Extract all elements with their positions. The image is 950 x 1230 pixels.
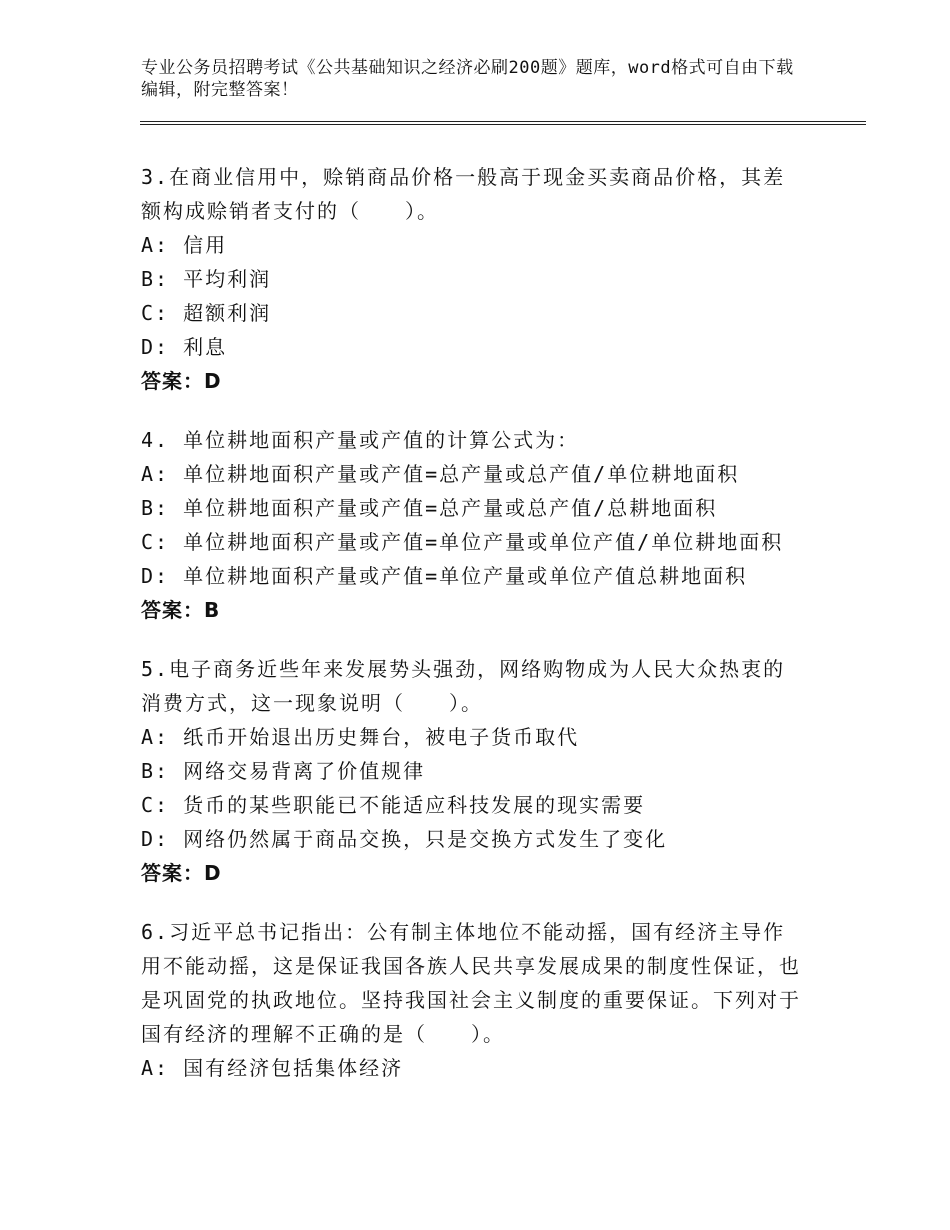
option-b: B: 网络交易背离了价值规律 bbox=[141, 759, 426, 783]
question-3 bbox=[141, 160, 806, 398]
question-5 bbox=[141, 652, 806, 890]
option-a: A: 单位耕地面积产量或产值=总产量或总产值/单位耕地面积 bbox=[141, 462, 740, 486]
option-d: D: 利息 bbox=[141, 335, 228, 359]
header-divider-top bbox=[140, 121, 866, 122]
question-stem: 6.习近平总书记指出：公有制主体地位不能动摇，国有经济主导作用不能动摇，这是保证我国各族人民共享发展成果的制度性保证，也是巩固党的执政地位。坚持我国社会主义制度的重要保证。下列对于国有经济的理解不正确的是（ ）。 bbox=[141, 920, 801, 1046]
question-stem: 3.在商业信用中，赊销商品价格一般高于现金买卖商品价格，其差额构成赊销者支付的（ ）。 bbox=[141, 165, 786, 223]
option-a: A: 纸币开始退出历史舞台，被电子货币取代 bbox=[141, 725, 580, 749]
answer-label: 答案：D bbox=[141, 369, 222, 393]
question-list bbox=[141, 160, 806, 1110]
option-a: A: 信用 bbox=[141, 233, 228, 257]
question-6 bbox=[141, 915, 806, 1085]
header-divider-bottom bbox=[140, 124, 866, 125]
option-c: C: 超额利润 bbox=[141, 301, 272, 325]
question-stem: 4. 单位耕地面积产量或产值的计算公式为： bbox=[141, 428, 580, 452]
option-c: C: 单位耕地面积产量或产值=单位产量或单位产值/单位耕地面积 bbox=[141, 530, 784, 554]
document-header: 专业公务员招聘考试《公共基础知识之经济必刷200题》题库，word格式可自由下载编辑，附完整答案！ bbox=[141, 58, 794, 100]
option-b: B: 平均利润 bbox=[141, 267, 272, 291]
option-a: A: 国有经济包括集体经济 bbox=[141, 1056, 404, 1080]
option-c: C: 货币的某些职能已不能适应科技发展的现实需要 bbox=[141, 793, 646, 817]
answer-label: 答案：B bbox=[141, 598, 221, 622]
option-d: D: 单位耕地面积产量或产值=单位产量或单位产值总耕地面积 bbox=[141, 564, 748, 588]
question-4 bbox=[141, 423, 806, 627]
option-d: D: 网络仍然属于商品交换，只是交换方式发生了变化 bbox=[141, 827, 668, 851]
question-stem: 5.电子商务近些年来发展势头强劲，网络购物成为人民大众热衷的消费方式，这一现象说明（ ）。 bbox=[141, 657, 786, 715]
option-b: B: 单位耕地面积产量或产值=总产量或总产值/总耕地面积 bbox=[141, 496, 718, 520]
answer-label: 答案：D bbox=[141, 861, 222, 885]
